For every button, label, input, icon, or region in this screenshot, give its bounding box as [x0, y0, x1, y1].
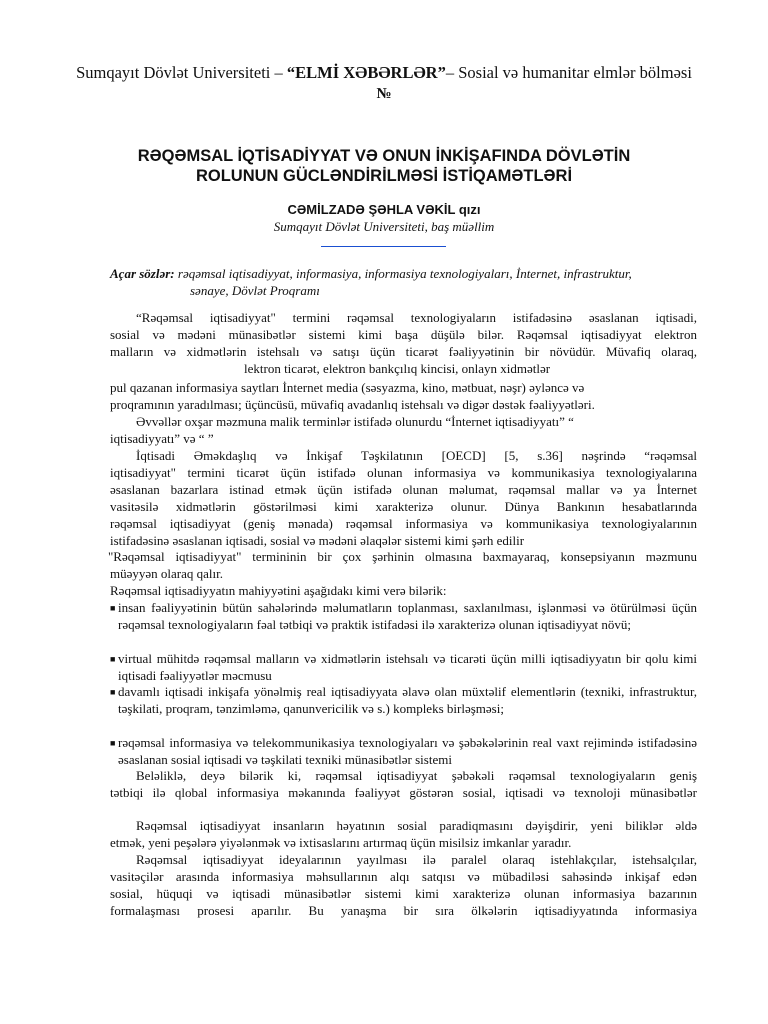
text-line: lektron ticarət, elektron bankçılıq kincisi, onlayn xidmətlər [244, 361, 551, 376]
title-line-2: ROLUNUN GÜCLƏNDİRİLMƏSİ İSTİQAMƏTLƏRİ [195, 167, 573, 185]
list-item: ■ insan fəaliyyətinin bütün sahələrində məlumatların toplanması, saxlanılması, işlənməsi və ötürülməsi üçün rəqəmsal texnologiyaların fəal tətbiqi və praktik istifadəsi ilə xarakterizə olunan iqtisadiyyat növü; [110, 600, 697, 632]
article-title [0, 146, 768, 186]
journal-prefix: Sumqayıt Dövlət Universiteti – [76, 63, 287, 82]
list-item: ■ davamlı iqtisadi inkişafa yönəlmiş real iqtisadiyyata əlavə olan müxtəlif elementlərin (texniki, infrastruktur, təşkilati, proqram, tənzimləmə, qanunvericilik və s.) kompleks birləşməsi; [110, 684, 697, 716]
text-line: Rəqəmsal iqtisadiyyat insanların həyatının sosial paradiqmasını dəyişdirir, yeni biliklər əldə [136, 818, 697, 833]
title-line-1: RƏQƏMSAL İQTİSADİYYAT VƏ ONUN İNKİŞAFINDA DÖVLƏTİN [137, 147, 631, 165]
journal-header [0, 62, 768, 84]
keywords-line-2: sənaye, Dövlət Proqramı [190, 283, 320, 298]
text-line: vasitəçilər arasında informasiya məhsullarının alqı satqısı və mübadiləsi sahəsində inkişaf edən [110, 869, 697, 884]
bullet-square-icon: ■ [110, 603, 116, 613]
text-line: İqtisadi Əməkdaşlıq və İnkişaf Təşkilatının [OECD] [5, s.36] nəşrində “rəqəmsal [136, 448, 697, 463]
text-line: iqtisadiyyat" termini ticarət üçün istifadə olunan informasiya və kommunikasiya texnologiyalarına [110, 465, 697, 480]
author-affiliation: Sumqayıt Dövlət Universiteti, baş müəllim [273, 219, 495, 234]
bullet-square-icon: ■ [110, 687, 116, 697]
text-line: iqtisadiyyatı” və “ ” [110, 431, 214, 446]
text-line: əsaslanan bazarlara istinad etmək üçün istifadə olunan məlumat, rəqəmsal mallar və ya İnternet [110, 482, 697, 497]
keywords-block [110, 265, 698, 299]
author-patronymic-suffix: qızı [455, 202, 481, 217]
author-fullname: CƏMİLZADƏ ŞƏHLA VƏKİL [287, 202, 456, 217]
keywords-label: Açar sözlər: [110, 266, 175, 281]
affiliation-divider [321, 246, 446, 247]
text-line: vasitəsilə xidmətlərin göstərilməsi kimi xarakterizə olunur. Dünya Bankının hesabatlarında [110, 499, 697, 514]
text-line: formalaşması prosesi aparılır. Bu yanaşma bir sıra ölkələrin iqtisadiyyatında informasiya [110, 903, 697, 918]
journal-suffix: – Sosial və humanitar elmlər bölməsi [445, 63, 692, 82]
text-line: Rəqəmsal iqtisadiyyatın mahiyyətini aşağıdakı kimi verə bilərik: [110, 583, 447, 598]
bullet-square-icon: ■ [110, 738, 116, 748]
bullet-square-icon: ■ [110, 654, 116, 664]
text-line: sosial, hüquqi və iqtisadi münasibətlər sistemi kimi xarakterizə olunan informasiya bazarının [110, 886, 697, 901]
author-name [0, 202, 768, 217]
journal-name: “ELMİ XƏBƏRLƏR” [286, 63, 446, 82]
text-line: istifadəsinə əsaslanan iqtisadi, sosial və mədəni əlaqələr sistemi kimi şərh edilir [110, 533, 525, 548]
text-line: etmək, yeni peşələrə yiyələnmək və ixtisaslarını artırmaq üçün misilsiz imkanlar yaradır. [110, 835, 572, 850]
text-line: malların və xidmətlərin istehsalı və satışı üçün ticarət fəaliyyətinin bir növüdür. Müvafiq olaraq, [110, 344, 697, 359]
text-line: tətbiqi ilə qlobal informasiya məkanında fəaliyyət göstərən sosial, iqtisadi və texnoloji münasibətlər [110, 785, 697, 800]
list-item: ■ rəqəmsal informasiya və telekommunikasiya texnologiyaları və şəbəkələrinin real vaxt rejimində istifadəsinə əsaslanan sosial iqtisadi və təşkilati texniki münasibətlər sistemi [110, 735, 697, 767]
text-line: pul qazanan informasiya saytları İnternet media (səsyazma, kino, mətbuat, nəşr) əyləncə və [110, 380, 585, 395]
text-line: "Rəqəmsal iqtisadiyyat" termininin bir çox şərhinin olmasına baxmayaraq, konsepsiyanın məzmunu [108, 549, 697, 564]
keywords-line-1: rəqəmsal iqtisadiyyat, informasiya, informasiya texnologiyaları, İnternet, infrastruktur, [174, 266, 632, 281]
text-line: Beləliklə, deyə bilərik ki, rəqəmsal iqtisadiyyat şəbəkəli rəqəmsal texnologiyaların geniş [136, 768, 697, 783]
text-line: müəyyən olaraq qalır. [110, 566, 223, 581]
text-line: sosial və mədəni münasibətlər sistemi kimi başa düşülə bilər. Rəqəmsal iqtisadiyyat elektron [110, 327, 697, 342]
text-line: proqramının yaradılması; üçüncüsü, müvafiq avadanlıq istehsalı və digər dəstək fəaliyyətləri. [110, 397, 595, 412]
issue-number-sign: № [376, 86, 392, 102]
text-line: Əvvəllər oxşar məzmuna malik terminlər istifadə olunurdu “İnternet iqtisadiyyatı” “ [136, 414, 574, 429]
text-line: Rəqəmsal iqtisadiyyat ideyalarının yayılması ilə paralel olaraq istehlakçılar, istehsalçılar, [136, 852, 697, 867]
text-line: rəqəmsal iqtisadiyyat (geniş mənada) rəqəmsal informasiya və kommunikasiya texnologiyalarının [110, 516, 697, 531]
list-item: ■ virtual mühitdə rəqəmsal malların və xidmətlərin istehsalı və ticarəti üçün milli iqtisadiyyatın bir qolu kimi iqtisadi fəaliyyətlər məcmusu [110, 651, 697, 683]
text-line: “Rəqəmsal iqtisadiyyat" termini rəqəmsal texnologiyaların istifadəsinə əsaslanan iqtisadi, [136, 310, 697, 325]
